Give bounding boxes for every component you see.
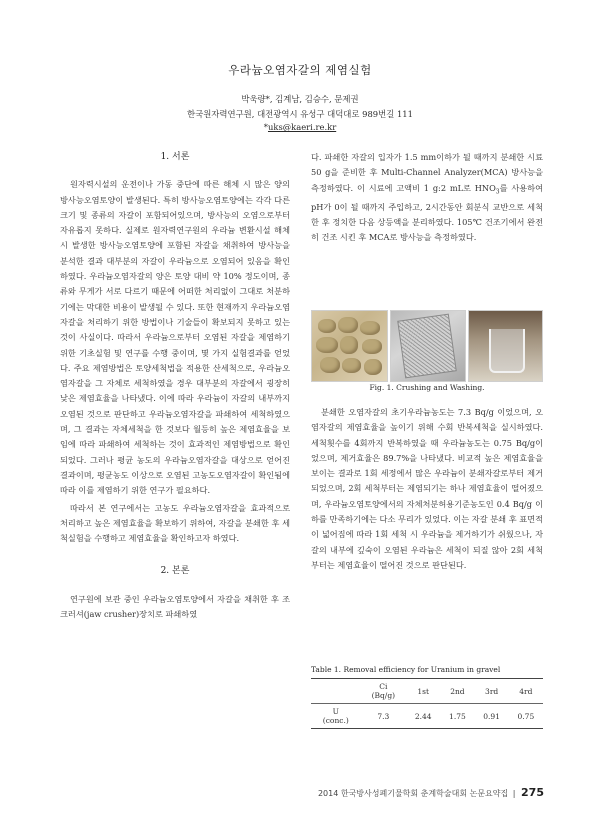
mesh-sieve-photo [390, 310, 466, 382]
main-paragraph-1-start: 연구원에 보관 중인 우라늄오염토양에서 자갈을 채취한 후 조크러셔(jaw crusher)장치로 파쇄하였 [60, 593, 290, 620]
gravel-piece [338, 317, 358, 333]
figure-1 [311, 310, 543, 382]
table-corner [311, 679, 361, 704]
beaker [489, 329, 525, 373]
footer-separator: | [512, 789, 516, 798]
gravel-piece [316, 337, 338, 353]
ci-unit: (Bq/g) [371, 691, 396, 700]
gravel-piece [320, 357, 340, 373]
crushed-gravel-photo [311, 310, 388, 382]
table-caption: Table 1. Removal efficiency for Uranium in gravel [311, 665, 501, 674]
table-cell: 2.44 [414, 711, 432, 721]
affiliation: 한국원자력연구원, 대전광역시 유성구 대덕대로 989번길 111 [187, 109, 413, 119]
right-column-top [311, 150, 543, 245]
table-header-col: 1st [417, 686, 429, 696]
row-label-sub: (conc.) [322, 716, 349, 725]
left-column [60, 150, 290, 622]
page-number: 275 [521, 786, 544, 799]
section-heading-introduction: 1. 서론 [160, 152, 190, 162]
gravel-piece [362, 339, 382, 354]
intro-paragraph-1: 원자력시설의 운전이나 가동 중단에 따른 해체 시 많은 양의 방사능오염토양이 발생된다. 특히 방사능오염토양에는 각각 다른 크기 및 종류의 자갈이 포함되어있으며, 방사능의 오염으로부터 자유롭지 못하다. 실제로 원자력연구원의 우라늄 변환시설 해체 시 발생한 방사능오염토양에 포함된 자갈을 채취하여 방사능을 분석한 결과 대부분의 자갈이 우라늄으로 오염되어 있음을 확인하였다. 우라늄오염자갈의 양은 토양 대비 약 10% 정도이며, 종류와 무게가 서로 다르기 때문에 어떠한 처리없이 그대로 처분하기에는 막대한 비용이 발생될 수 있다. 또한 현재까지 우라늄오염자갈을 처리하기 위한 방법이나 기술들이 확보되지 못하고 있는 것이 사실이다. 따라서 우라늄으로부터 오염된 자갈을 제염하기위한 기초실험 및 연구를 수행 중이며, 몇 가지 실험결과를 얻었다. 주요 제염방법은 토양세척법을 적용한 산세척으로, 우라늄오염자갈을 그 자체로 세척하였을 경우 대부분의 자갈에서 굉장히 낮은 제염효율을 나타냈다. 이에 따라 우라늄이 자갈의 내부까지 오염된 것으로 판단하고 우라늄오염자갈을 파쇄하여 세척하였으며, 그 결과는 자체세척을 한 것보다 월등히 높은 제염효율을 보임에 따라 파쇄하여 세척하는 것이 효과적인 제염방법으로 확인되었다. 그러나 평균 농도의 우라늄오염자갈을 대상으로 얻어진 결과이며, 평균농도 이상으로 오염된 고농도오염자갈이 확인됨에 따라 이를 제염하기 위한 연구가 필요하다. [60, 179, 290, 496]
results-paragraph: 분쇄한 오염자갈의 초기우라늄농도는 7.3 Bq/g 이었으며, 오염자갈의 제염효율을 높이기 위해 수회 반복세척을 실시하였다. 세척횟수를 4회까지 반복하였을 때 우라늄농도는 0.75 Bq/g이었으며, 제거효율은 89.7%을 나타냈다. 비교적 높은 제염효율을 보이는 결과로 1회 세정에서 많은 우라늄이 분쇄자갈로부터 제거되었으며, 2회 세척부터는 제염되기는 하나 제염효율이 떨어졌으며, 우라늄오염토양에서의 자체처분허용기준농도인 0.4 Bq/g 이하를 만족하기에는 다소 무리가 있었다. 이는 자갈 분쇄 후 표면적이 넓어짐에 따라 1회 세척 시 우라늄을 제거하기가 쉬웠으나, 자갈의 내부에 깊숙이 오염된 우라늄은 세척이 되질 않아 2회 세척부터는 제염효율이 떨어진 것으로 판단된다. [311, 407, 543, 570]
table-header-col: 3rd [485, 686, 499, 696]
sieve-mesh [397, 314, 457, 379]
gravel-piece [364, 359, 382, 375]
gravel-piece [318, 319, 336, 333]
washing-beaker-photo [468, 310, 543, 382]
author-list: 박욱량*, 김계남, 김승수, 문제권 [241, 94, 359, 104]
removal-efficiency-table [311, 678, 543, 729]
email-link[interactable]: uks@kaeri.re.kr [267, 122, 337, 132]
gravel-piece [360, 321, 380, 335]
ci-label: Ci [379, 682, 388, 691]
row-label-main: U [332, 707, 339, 716]
table-cell: 0.75 [517, 711, 535, 721]
paper-title: 우라늄오염자갈의 제염실험 [228, 63, 372, 77]
page-footer [318, 786, 544, 799]
email-marker: * [263, 122, 268, 132]
intro-paragraph-2: 따라서 본 연구에서는 고농도 우라늄오염자갈을 효과적으로 처리하고 높은 제염효율을 확보하기 위하여, 자갈을 분쇄한 후 세척실험을 수행하고 제염효율을 확인하고자 하였다. [60, 502, 290, 544]
table-cell: 0.91 [483, 711, 500, 721]
gravel-piece [340, 336, 358, 354]
table-header-col: 4rd [519, 686, 533, 696]
gravel-piece [342, 358, 361, 373]
table-cell: 1.75 [449, 711, 466, 721]
footer-text: 2014 한국방사성폐기물학회 춘계학술대회 논문요약집 [317, 789, 509, 798]
right-column-results [311, 405, 543, 573]
figure-caption: Fig. 1. Crushing and Washing. [369, 383, 485, 392]
section-heading-main: 2. 본론 [160, 566, 190, 577]
corresponding-email [0, 122, 600, 132]
main-paragraph-1-continued: 다. 파쇄한 자갈의 입자가 1.5 mm이하가 될 때까지 분쇄한 시료 50 g을 준비한 후 Multi-Channel Analyzer(MCA) 방사능을 측정하였다. 이 시료에 고액비 1 g:2 mL로 $HNO_3$를 사용하여 pH가 0이 될 때까지 주입하고, 2시간동안 회분식 교반으로 세척 한 후 정치한 다음 상등액을 분리하였다. 105℃ 건조기에서 완전히 건조 시킨 후 MCA로 방사능을 측정하였다. [311, 152, 543, 243]
table-header-row [311, 679, 543, 704]
table-row [311, 704, 543, 729]
table-header-ci [361, 679, 406, 704]
table-cell: 7.3 [377, 711, 390, 721]
row-label [311, 704, 361, 729]
table-header-col: 2nd [450, 686, 465, 696]
